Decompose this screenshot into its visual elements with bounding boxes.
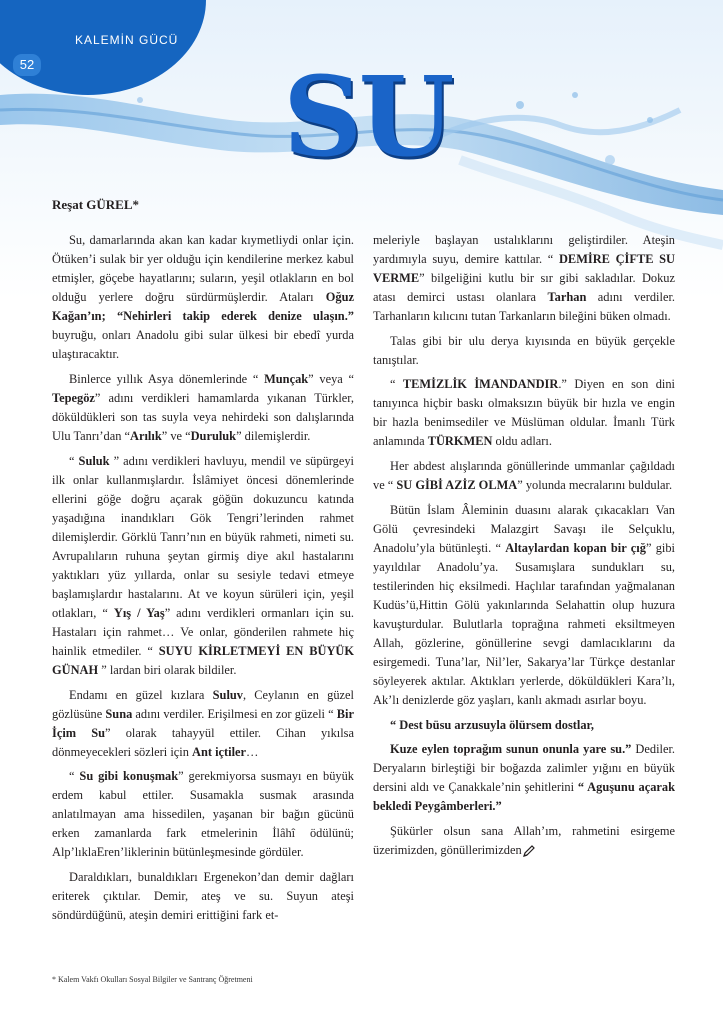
paragraph: [373, 822, 675, 860]
text-run: buyruğu, onları Anadolu gibi sular ülkesi bir ebedî yurda ulaştıracaktır.: [52, 328, 354, 362]
text-run: …: [246, 744, 259, 759]
emphasis: Tarhan: [547, 290, 587, 305]
paragraph: [373, 332, 675, 370]
text-run: ” bilgeliğini kutlu bir sır gibi sakladılar. Dokuz atası demirci ustası olanlara: [373, 271, 675, 305]
footnote: * Kalem Vakfı Okulları Sosyal Bilgiler ve Santranç Öğretmeni: [52, 975, 253, 984]
emphasis: Altaylardan kopan bir çığ: [505, 540, 646, 555]
text-run: ” yolunda mecralarını buldular.: [517, 478, 673, 493]
emphasis: Ant içtiler: [192, 744, 247, 759]
text-run: [106, 309, 117, 323]
text-run: Bütün İslam Âleminin duasını alarak çıkacakları Van Gölü çevresindeki Malazgirt Savaşı ile Selçuklu, Anadolu’yla bütünleşti. “: [373, 502, 675, 555]
emphasis: Duruluk: [190, 428, 237, 443]
paragraph: [373, 231, 675, 326]
text-run: ” veya “: [308, 371, 354, 386]
emphasis: Yış / Yaş: [113, 605, 165, 620]
text-run: Su, damarlarında akan kan kadar kıymetliydi onlar için. Ötüken’i sulak bir yer olduğu için kendilerine merkez kabul etmişler, göçebe hayatlarını; suların, yeşil otlakların en bol olduğu yerlere doğru sürdürmüşlerdir. Ataları: [52, 233, 354, 305]
emphasis: “Nehirleri takip ederek denize ulaşın.”: [116, 309, 354, 324]
paragraph: [373, 716, 675, 735]
text-run: ” olarak tahayyül ettiler. Cihan yıkılsa dönmeyecekleri sözleri için: [52, 725, 354, 759]
emphasis: SU GİBİ AZİZ OLMA: [396, 478, 518, 493]
text-run: ” adını verdikleri havluyu, mendil ve süpürgeyi ilk onlar kullanmışlardır. İslâmiyet öncesi dönemlerinde ellerini göğe doğru açarak göğün dokuzuncu katında yaşadığına inandıkları Gök Tengri’lerinden rahmet dilemişlerdir. Görklü Tanrı’nın en büyük rahmeti, nimeti su. Avrupalıların ruhuna şeytan girmiş diye akıl hastalarını yaktıkları yüz yıllarda, onlar su sesiyle tedavi etmeye başlamışlardır hastalarını. At ve koyun sürüleri için, yeşil otlakları, “: [52, 453, 355, 620]
text-run: Şükürler olsun sana Allah’ım, rahmetini esirgeme üzerimizden, gönüllerimizden: [373, 823, 675, 857]
text-run: “: [390, 377, 403, 392]
author: Reşat GÜREL*: [52, 197, 140, 212]
emphasis: TEMİZLİK İMANDANDIR: [402, 377, 559, 392]
text-run: ” gerekmiyorsa susmayı en büyük erdem kabul ettiler. Susamakla susmak arasında anlatılmayan ama hissedilen, yaşanan bir bağın gücünü erken zamanlarda fark etmelerinin İlâhî ödülünü; Alp’lıklaEren’liklerinin bütünleşmesinde gördüler.: [52, 769, 354, 860]
emphasis: Munçak: [264, 371, 309, 386]
emphasis: Suluv: [212, 687, 243, 702]
text-run: ” gibi yayıldılar Anadolu’ya. Susamışlara sundukları su, testilerinden hiç eksilmedi. Haçlılar tarafından yağmalanan Kudüs’ü,Hittin Gölü yakınlarında Selahattin olup huzura kavuşturdular. Bulutlarla toprağına rahmeti eksiltmeyen Allah, gözlerine, gönüllerine sevgi damlacıklarını da esirgemedi. Tuna’lar, Nil’ler, Sakarya’lar Türkçe destanlar söyleyerek aktılar. Aktıkları yerlerde, döküldükleri Kara’lı, Ak’lı denizlerde göz yaşları, kanlı akmadı asırlar boyu.: [373, 540, 675, 708]
paragraph: [52, 868, 354, 925]
emphasis: Suluk: [78, 453, 110, 468]
text-run: ” adını verdikleri hamamlarda yıkanan Türkler, döküldükleri son tas suyla veya nehirdeki son dalışlarında Ulu Tanrı’dan “: [52, 390, 354, 443]
left-column: [52, 231, 354, 931]
article-title: SU: [283, 52, 451, 181]
text-run: .” Diyen en son dini tanıyınca hiçbir baskı olmaksızın büyük bir hızla ve engin bir hazla benimsediler ve Müslüman oldular. İmanlı Türk anlamında: [373, 377, 675, 449]
text-run: “: [69, 453, 79, 468]
text-run: “: [69, 769, 80, 784]
emphasis: SUYU KİRLETMEYİ EN BÜYÜK GÜNAH: [52, 643, 355, 678]
text-run: meleriyle başlayan ustalıklarını geliştirdiler. Ateşin yardımıyla suyu, demire kattılar. “: [373, 233, 675, 267]
paragraph: [52, 686, 354, 762]
paragraph: [373, 457, 675, 495]
paragraph: [52, 767, 354, 862]
text-run: Talas gibi bir ulu derya kıyısında en büyük gerçekle tanıştılar.: [373, 333, 675, 367]
emphasis: TÜRKMEN: [427, 434, 493, 449]
paragraph: [373, 740, 675, 816]
emphasis: Arılık: [130, 428, 162, 443]
emphasis: Bir İçim Su: [52, 706, 354, 740]
paragraph: [52, 370, 354, 446]
text-run: ” lardan biri olarak bildiler.: [98, 663, 237, 678]
paragraph: [373, 501, 675, 711]
text-run: adını verdiler. Erişilmesi en zor güzeli “: [132, 706, 337, 721]
page-number: 52: [13, 54, 41, 76]
emphasis: Oğuz Kağan’ın;: [52, 290, 354, 324]
text-run: ” ve “: [161, 428, 191, 443]
emphasis: Kuze eylen toprağım sunun onunla yare su.”: [390, 742, 632, 757]
text-run: Daraldıkları, bunaldıkları Ergenekon’dan demir dağları eriterek çıktılar. Demir, ateş ve su. Suyun ateşi söndürdüğünü, ateşin demiri erittiğini fark et-: [52, 870, 354, 923]
paragraph: [52, 452, 354, 681]
pen-icon: [522, 844, 536, 858]
emphasis: Suna: [105, 706, 133, 721]
emphasis: “ Aguşunu açarak bekledi Peygâmberleri.”: [373, 780, 675, 814]
paragraph: [52, 231, 354, 364]
emphasis: “ Dest büsu arzusuyla ölürsem dostlar,: [390, 717, 595, 732]
text-run: ” adını verdikleri ormanları için su. Hastaları için rahmet… Ve onlar, gönderilen rahmete hiç hainlik etmediler. “: [52, 605, 354, 658]
text-run: Her abdest alışlarında gönüllerinde ummanlar çağıldadı ve “: [373, 459, 675, 493]
text-run: Endamı en güzel kızlara: [69, 687, 213, 702]
text-run: oldu adları.: [492, 434, 552, 449]
text-run: Binlerce yıllık Asya dönemlerinde “: [69, 371, 265, 386]
emphasis: DEMİRE ÇİFTE SU VERME: [373, 252, 675, 286]
right-column: [373, 231, 675, 865]
section-title: KALEMİN GÜCÜ: [75, 33, 179, 47]
text-run: , Ceylanın en güzel gözlüsüne: [52, 687, 354, 721]
paragraph: [373, 375, 675, 451]
text-run: adını verdiler. Tarhanların kılıcını tutan Tarkanların bileğini büken olmadı.: [373, 290, 675, 324]
emphasis: Su gibi konuşmak: [79, 769, 179, 784]
text-run: ” dilemişlerdir.: [236, 428, 311, 443]
emphasis: Tepegöz: [52, 390, 95, 405]
text-run: Dediler. Deryaların birleştiği bir boğazda zalimler yığını en büyük dersini aldı ve Çanakkale’nin şehitlerini: [373, 742, 675, 795]
